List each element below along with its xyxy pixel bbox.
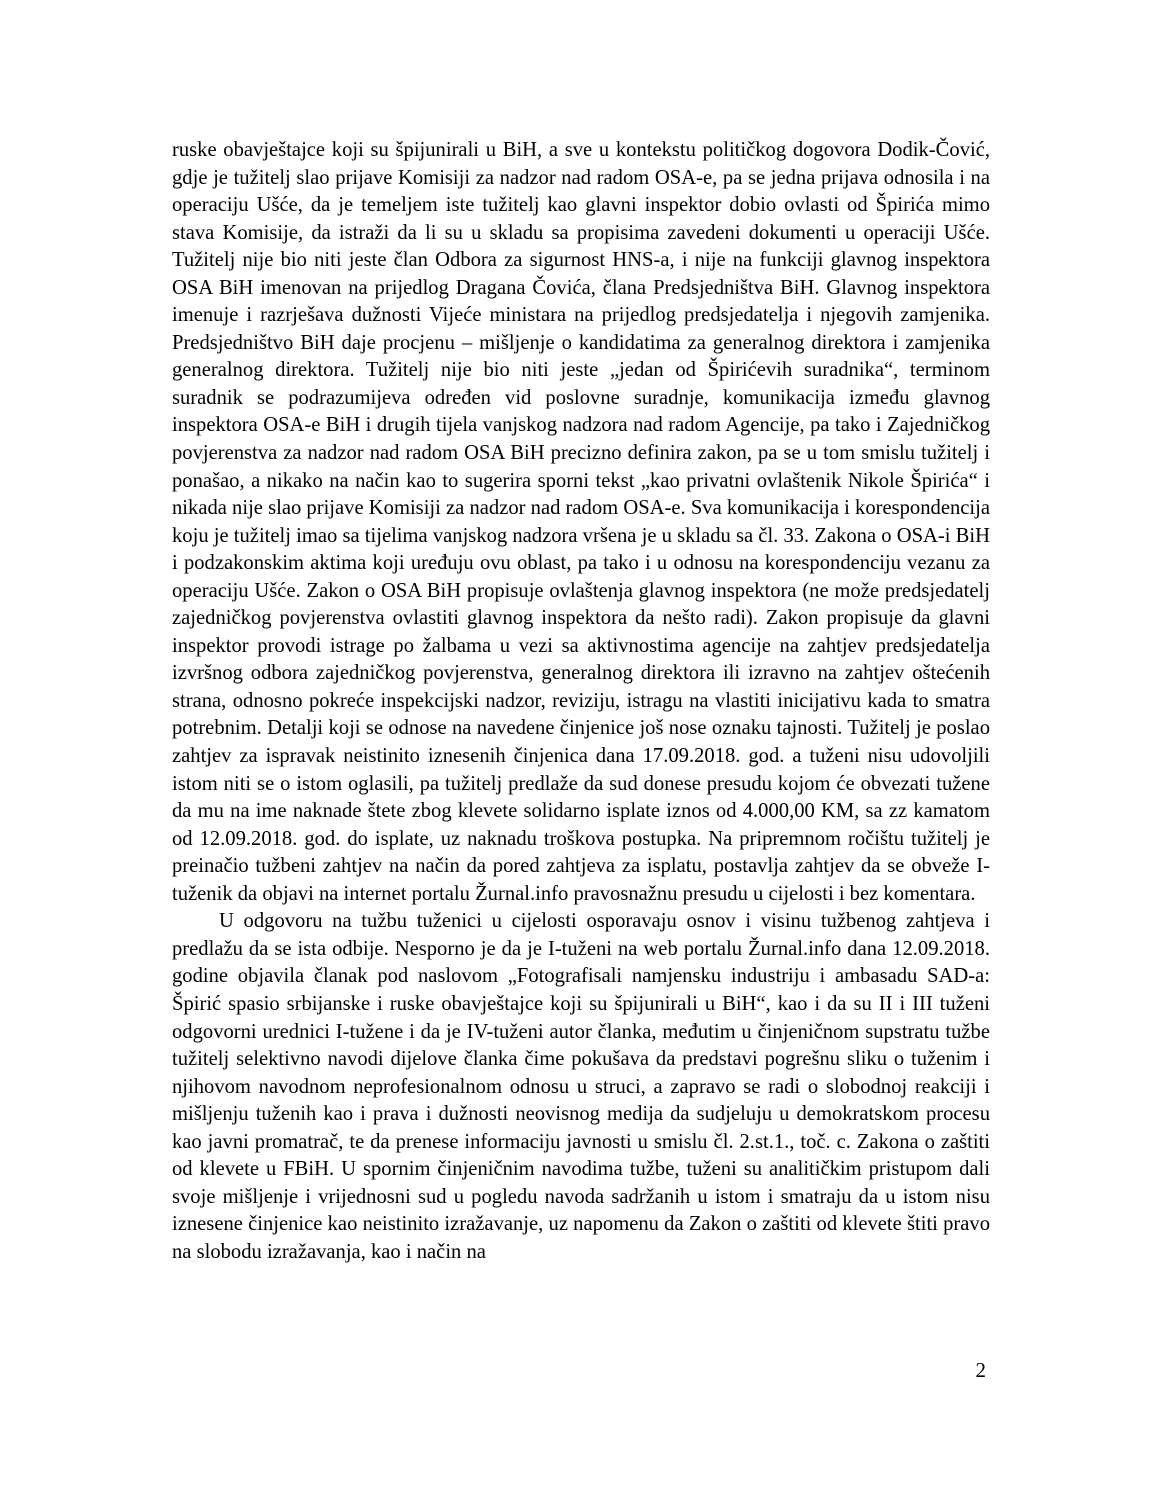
paragraph-response: U odgovoru na tužbu tuženici u cijelosti osporavaju osnov i visinu tužbenog zahtjeva i predlažu da se ista odbije. Nesporno je da je I-tuženi na web portalu Žurnal.info dana 12.09.2018. godine objavila članak pod naslovom „Fotografisali namjensku industriju i ambasadu SAD-a: Špirić spasio srbijanske i ruske obavještajce koji su špijunirali u BiH“, kao i da su II i III tuženi odgovorni urednici I-tužene i da je IV-tuženi autor članka, međutim u činjeničnom supstratu tužbe tužitelj selektivno navodi dijelove članka čime pokušava da predstavi pogrešnu sliku o tuženim i njihovom navodnom neprofesionalnom odnosu u struci, a zapravo se radi o slobodnoj reakciji i mišljenju tuženih kao i prava i dužnosti neovisnog medija da sudjeluju u demokratskom procesu kao javni promatrač, te da prenese informaciju javnosti u smislu čl. 2.st.1., toč. c. Zakona o zaštiti od klevete u FBiH. U spornim činjeničnim navodima tužbe, tuženi su analitičkim pristupom dali svoje mišljenje i vrijednosni sud u pogledu navoda sadržanih u istom i smatraju da u istom nisu iznesene činjenice kao neistinito izražavanje, uz napomenu da Zakon o zaštiti od klevete štiti pravo na slobodu izražavanja, kao i način na [172, 910, 990, 1263]
document-body [172, 137, 990, 1266]
paragraph-continued: ruske obavještajce koji su špijunirali u BiH, a sve u kontekstu političkog dogovora Dodik-Čović, gdje je tužitelj slao prijave Komisiji za nadzor nad radom OSA-e, pa se jedna prijava odnosila i na operaciju Ušće, da je temeljem iste tužitelj kao glavni inspektor dobio ovlasti od Špirića mimo stava Komisije, da istraži da li su u skladu sa propisima zavedeni dokumenti u operaciji Ušće. Tužitelj nije bio niti jeste član Odbora za sigurnost HNS-a, i nije na funkciji glavnog inspektora OSA BiH imenovan na prijedlog Dragana Čovića, člana Predsjedništva BiH. Glavnog inspektora imenuje i razrješava dužnosti Vijeće ministara na prijedlog predsjedatelja i njegovih zamjenika. Predsjedništvo BiH daje procjenu – mišljenje o kandidatima za generalnog direktora i zamjenika generalnog direktora. Tužitelj nije bio niti jeste „jedan od Špirićevih suradnika“, terminom suradnik se podrazumijeva određen vid poslovne suradnje, komunikacija između glavnog inspektora OSA-e BiH i drugih tijela vanjskog nadzora nad radom Agencije, pa tako i Zajedničkog povjerenstva za nadzor nad radom OSA BiH precizno definira zakon, pa se u tom smislu tužitelj i ponašao, a nikako na način kao to sugerira sporni tekst „kao privatni ovlaštenik Nikole Špirića“ i nikada nije slao prijave Komisiji za nadzor nad radom OSA-e. Sva komunikacija i korespondencija koju je tužitelj imao sa tijelima vanjskog nadzora vršena je u skladu sa čl. 33. Zakona o OSA-i BiH i podzakonskim aktima koji uređuju ovu oblast, pa tako i u odnosu na korespondenciju vezanu za operaciju Ušće. Zakon o OSA BiH propisuje ovlaštenja glavnog inspektora (ne može predsjedatelj zajedničkog povjerenstva ovlastiti glavnog inspektora da nešto radi). Zakon propisuje da glavni inspektor provodi istrage po žalbama u vezi sa aktivnostima agencije na zahtjev predsjedatelja izvršnog odbora zajedničkog povjerenstva, generalnog direktora ili izravno na zahtjev oštećenih strana, odnosno pokreće inspekcijski nadzor, reviziju, istragu na vlastiti inicijativu kada to smatra potrebnim. Detalji koji se odnose na navedene činjenice još nose oznaku tajnosti. Tužitelj je poslao zahtjev za ispravak neistinito iznesenih činjenica dana 17.09.2018. god. a tuženi nisu udovoljili istom niti se o istom oglasili, pa tužitelj predlaže da sud donese presudu kojom će obvezati tužene da mu na ime naknade štete zbog klevete solidarno isplate iznos od 4.000,00 KM, sa zz kamatom od 12.09.2018. god. do isplate, uz naknadu troškova postupka. Na pripremnom ročištu tužitelj je preinačio tužbeni zahtjev na način da pored zahtjeva za isplatu, postavlja zahtjev da se obveže I-tuženik da objavi na internet portalu Žurnal.info pravosnažnu presudu u cijelosti i bez komentara. [172, 139, 990, 905]
page-number: 2 [975, 1358, 986, 1382]
